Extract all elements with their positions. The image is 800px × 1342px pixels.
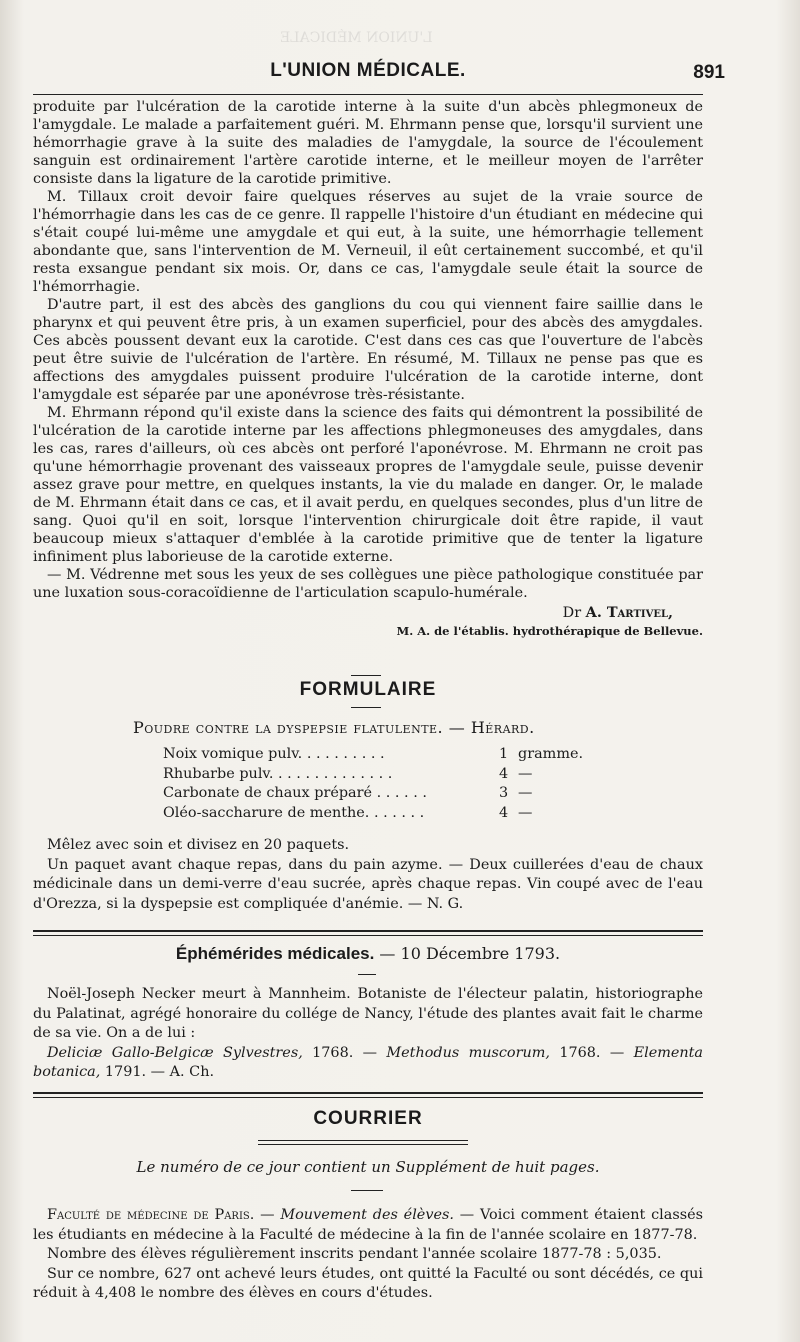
formulaire-instructions [33, 836, 703, 914]
ingredient-row [163, 804, 583, 824]
recipe-title: Poudre contre la dyspepsie flatulente. — Hérard. [133, 718, 535, 737]
ingredient-name: Rhubarbe pulv. . . . . . . . . . . . . . [163, 765, 393, 782]
article-paragraph: D'autre part, il est des abcès des ganglions du cou qui viennent faire saillie dans le pharynx et qui peuvent être pris, à un examen superficiel, pour des abcès des amygdales. Ces abcès poussent devant eux la carotide. C'est dans ces cas que l'ouverture de l'abcès peut être suivie de l'ulcération de l'artère. En résumé, M. Tillaux ne pense pas que es affections des amygdales puissent produire l'ulcération de la carotide interne, dont l'amygdale est séparée par une aponévrose très-résistante. [33, 297, 703, 403]
header-rule [33, 94, 703, 95]
work-year: 1768. — [312, 1044, 378, 1061]
ingredient-unit: gramme. [518, 746, 584, 762]
signature-prefix: Dr [562, 605, 582, 621]
courrier-paragraph: Sur ce nombre, 627 ont achevé leurs études, ont quitté la Faculté ou sont décédés, ce qui réduit à 4,408 le nombre des élèves en cours d'études. [33, 1265, 703, 1301]
journal-title: L'UNION MÉDICALE. [270, 60, 466, 81]
section-separator [351, 675, 381, 676]
section-separator [351, 1190, 383, 1191]
article-body [33, 98, 703, 640]
work-title: Methodus muscorum, [386, 1044, 550, 1061]
show-through-text: L'UNION MÉDICALE [280, 30, 433, 46]
faculty-label: Faculté de médecine de Paris. [47, 1207, 255, 1223]
section-separator [258, 1140, 468, 1141]
instruction-paragraph: Un paquet avant chaque repas, dans du pain azyme. — Deux cuillerées d'eau de chaux médicinale dans un demi-verre d'eau sucrée, après chaque repas. Vin coupé avec de l'eau d'Orezza, si la dyspepsie est compliquée d'anémie. — N. G. [33, 856, 703, 912]
ingredient-row [163, 784, 583, 804]
article-paragraph: M. Tillaux croit devoir faire quelques réserves au sujet de la vraie source de l'hémorrhagie dans les cas de ce genre. Il rappelle l'histoire d'un étudiant en médecine qui s'était coupé lui-même une amygdale et qui eut, à la suite, une hémorrhagie tellement abondante que, sans l'intervention de M. Verneuil, il eût certainement succombé, et qu'il resta exsangue pendant six mois. Or, dans ce cas, l'amygdale seule était la source de l'hémorrhagie. [33, 189, 703, 295]
courrier-body [33, 1206, 703, 1304]
ingredient-unit: — [518, 785, 533, 801]
signature-name: A. Tartivel, [585, 604, 673, 621]
double-rule-top [33, 930, 703, 932]
courrier-paragraph: Nombre des élèves régulièrement inscrits pendant l'année scolaire 1877-78 : 5,035. [47, 1246, 662, 1262]
ingredient-row [163, 765, 583, 785]
double-rule-top [33, 1092, 703, 1094]
formulaire-title: FORMULAIRE [299, 679, 437, 700]
ephemerides-works [33, 1044, 703, 1083]
supplement-notice: Le numéro de ce jour contient un Supplément de huit pages. [136, 1158, 600, 1176]
page-header [33, 60, 725, 90]
signature-affiliation: M. A. de l'établis. hydrothérapique de Bellevue. [396, 624, 703, 638]
ingredient-name: Oléo-saccharure de menthe. . . . . . . [163, 804, 425, 821]
work-year: 1791. — A. Ch. [104, 1064, 215, 1080]
ingredient-quantity: 1 [499, 746, 509, 762]
courrier-title: COURRIER [313, 1108, 423, 1129]
ingredient-name: Noix vomique pulv. . . . . . . . . . [163, 746, 385, 762]
double-rule-bottom [33, 935, 703, 936]
page-number: 891 [693, 62, 725, 83]
ephemerides-heading [33, 944, 703, 964]
ingredient-unit: — [518, 765, 533, 782]
ingredient-quantity: 4 [499, 765, 509, 782]
ingredient-list [163, 745, 583, 823]
ephemerides-title: Éphémérides médicales. [175, 944, 375, 963]
signature [33, 604, 703, 622]
section-separator [358, 974, 376, 975]
double-rule-bottom [33, 1097, 703, 1098]
ingredient-unit: — [518, 804, 533, 821]
ephemerides-body [33, 985, 703, 1083]
work-title: Deliciæ Gallo-Belgicæ Sylvestres, [47, 1044, 303, 1061]
ingredient-name: Carbonate de chaux préparé . . . . . . [163, 785, 427, 801]
ingredient-quantity: 3 [499, 785, 509, 801]
ingredient-quantity: 4 [499, 804, 509, 821]
work-title: Elementa botanica, [33, 1044, 704, 1080]
work-year: 1768. — [559, 1044, 625, 1061]
section-separator [351, 707, 381, 708]
faculty-subtitle: Mouvement des élèves. [280, 1207, 454, 1223]
ingredient-row [163, 745, 583, 765]
article-paragraph: M. Ehrmann répond qu'il existe dans la science des faits qui démontrent la possibilité de l'ulcération de la carotide interne par les affections phlegmoneuses des amygdales, dans les cas, rares d'ailleurs, où ces abcès ont perforé l'aponévrose. M. Ehrmann ne croit pas qu'une hémorrhagie provenant des vaisseaux propres de l'amygdale seule, puisse devenir assez grave pour mettre, en quelques instants, la vie du malade en danger. Or, le malade de M. Ehrmann était dans ce cas, et il avait perdu, en quelques secondes, plus d'un litre de sang. Quoi qu'il en soit, lorsque l'intervention chirurgicale doit être rapide, il vaut beaucoup mieux s'attaquer d'emblée à la carotide primitive que de tenter la ligature infiniment plus laborieuse de la carotide externe. [33, 405, 703, 565]
faculty-text: — Voici comment étaient classés les étudiants en médecine à la Faculté de médecine à la fin de l'année scolaire en 1877-78. [33, 1207, 704, 1243]
courrier-paragraph: Faculté de médecine de Paris. — Mouvement des élèves. — Voici comment étaient classés les étudiants en médecine à la Faculté de médecine à la fin de l'année scolaire en 1877-78. [33, 1207, 704, 1243]
section-separator [258, 1144, 468, 1145]
article-paragraph: — M. Védrenne met sous les yeux de ses collègues une pièce pathologique constituée par une luxation sous-coracoïdienne de l'articulation scapulo-humérale. [33, 567, 703, 601]
instruction-paragraph: Mêlez avec soin et divisez en 20 paquets. [47, 837, 350, 853]
ephemerides-intro: Noël-Joseph Necker meurt à Mannheim. Botaniste de l'électeur palatin, historiographe du Palatinat, agrégé honoraire du collége de Nancy, l'étude des plantes avait fait le charme de sa vie. On a de lui : [33, 986, 703, 1041]
article-paragraph: produite par l'ulcération de la carotide interne à la suite d'un abcès phlegmoneux de l'amygdale. Le malade a parfaitement guéri. M. Ehrmann pense que, lorsqu'il survient une hémorrhagie grave à la suite des maladies de l'amygdale, la source de l'écoulement sanguin est ordinairement l'artère carotide interne, et le meilleur moyen de l'arrêter consiste dans la ligature de la carotide primitive. [33, 99, 703, 187]
ephemerides-date: — 10 Décembre 1793. [379, 944, 561, 963]
